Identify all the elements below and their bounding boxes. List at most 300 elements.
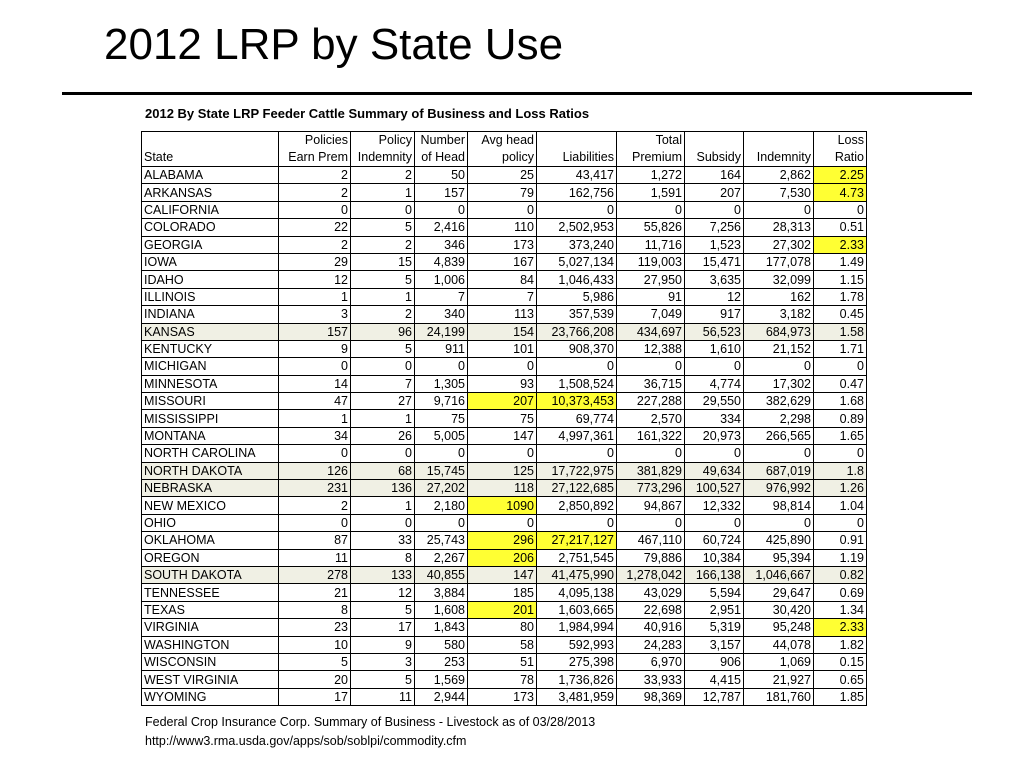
cell-indemnity: 98,814 xyxy=(744,497,814,514)
cell-avg-head: 201 xyxy=(468,601,537,618)
lrp-summary-table xyxy=(141,131,867,706)
cell-liabilities: 2,502,953 xyxy=(537,219,617,236)
cell-indemnity-policies: 1 xyxy=(351,184,415,201)
cell-state: OHIO xyxy=(142,514,279,531)
cell-policies: 5 xyxy=(279,653,351,670)
cell-premium: 1,272 xyxy=(617,167,685,184)
cell-indemnity: 32,099 xyxy=(744,271,814,288)
cell-subsidy: 0 xyxy=(685,514,744,531)
cell-loss-ratio: 1.8 xyxy=(814,462,867,479)
cell-indemnity-policies: 2 xyxy=(351,306,415,323)
cell-indemnity-policies: 0 xyxy=(351,514,415,531)
cell-head: 1,608 xyxy=(415,601,468,618)
cell-indemnity: 95,394 xyxy=(744,549,814,566)
table-row xyxy=(142,323,867,340)
cell-premium: 119,003 xyxy=(617,253,685,270)
cell-loss-ratio: 1.65 xyxy=(814,427,867,444)
cell-liabilities: 23,766,208 xyxy=(537,323,617,340)
cell-premium: 0 xyxy=(617,514,685,531)
table-row xyxy=(142,532,867,549)
cell-indemnity-policies: 136 xyxy=(351,480,415,497)
cell-premium: 434,697 xyxy=(617,323,685,340)
cell-head: 0 xyxy=(415,445,468,462)
cell-premium: 98,369 xyxy=(617,688,685,705)
cell-state: WEST VIRGINIA xyxy=(142,671,279,688)
cell-avg-head: 84 xyxy=(468,271,537,288)
cell-premium: 381,829 xyxy=(617,462,685,479)
cell-head: 0 xyxy=(415,358,468,375)
table-body xyxy=(142,167,867,706)
cell-indemnity: 2,298 xyxy=(744,410,814,427)
cell-state: TEXAS xyxy=(142,601,279,618)
cell-indemnity: 687,019 xyxy=(744,462,814,479)
cell-avg-head: 0 xyxy=(468,514,537,531)
cell-head: 0 xyxy=(415,201,468,218)
cell-premium: 55,826 xyxy=(617,219,685,236)
cell-subsidy: 4,415 xyxy=(685,671,744,688)
cell-state: SOUTH DAKOTA xyxy=(142,566,279,583)
cell-policies: 0 xyxy=(279,514,351,531)
cell-liabilities: 162,756 xyxy=(537,184,617,201)
header-state-top xyxy=(142,132,279,150)
cell-policies: 0 xyxy=(279,358,351,375)
cell-indemnity: 0 xyxy=(744,358,814,375)
cell-liabilities: 592,993 xyxy=(537,636,617,653)
cell-subsidy: 20,973 xyxy=(685,427,744,444)
cell-loss-ratio: 0 xyxy=(814,514,867,531)
cell-indemnity-policies: 15 xyxy=(351,253,415,270)
cell-indemnity: 30,420 xyxy=(744,601,814,618)
cell-policies: 14 xyxy=(279,375,351,392)
cell-liabilities: 17,722,975 xyxy=(537,462,617,479)
cell-avg-head: 78 xyxy=(468,671,537,688)
cell-premium: 161,322 xyxy=(617,427,685,444)
cell-subsidy: 3,157 xyxy=(685,636,744,653)
table-row xyxy=(142,462,867,479)
cell-head: 2,267 xyxy=(415,549,468,566)
cell-avg-head: 154 xyxy=(468,323,537,340)
header-subsidy: Subsidy xyxy=(685,149,744,167)
cell-indemnity-policies: 17 xyxy=(351,619,415,636)
cell-policies: 9 xyxy=(279,340,351,357)
header-policy-indemnity-top: Policy xyxy=(351,132,415,150)
cell-head: 7 xyxy=(415,288,468,305)
cell-subsidy: 917 xyxy=(685,306,744,323)
cell-premium: 91 xyxy=(617,288,685,305)
cell-subsidy: 0 xyxy=(685,445,744,462)
cell-loss-ratio: 1.58 xyxy=(814,323,867,340)
cell-indemnity: 976,992 xyxy=(744,480,814,497)
cell-state: MISSISSIPPI xyxy=(142,410,279,427)
cell-head: 75 xyxy=(415,410,468,427)
cell-avg-head: 101 xyxy=(468,340,537,357)
cell-subsidy: 164 xyxy=(685,167,744,184)
cell-liabilities: 4,997,361 xyxy=(537,427,617,444)
cell-premium: 12,388 xyxy=(617,340,685,357)
cell-policies: 34 xyxy=(279,427,351,444)
cell-policies: 22 xyxy=(279,219,351,236)
cell-head: 4,839 xyxy=(415,253,468,270)
cell-state: NEW MEXICO xyxy=(142,497,279,514)
cell-premium: 27,950 xyxy=(617,271,685,288)
cell-head: 346 xyxy=(415,236,468,253)
table-row xyxy=(142,671,867,688)
cell-loss-ratio: 2.33 xyxy=(814,619,867,636)
header-total-premium-top: Total xyxy=(617,132,685,150)
cell-indemnity: 28,313 xyxy=(744,219,814,236)
cell-state: IDAHO xyxy=(142,271,279,288)
cell-head: 2,944 xyxy=(415,688,468,705)
cell-premium: 0 xyxy=(617,201,685,218)
cell-avg-head: 173 xyxy=(468,236,537,253)
cell-indemnity: 0 xyxy=(744,201,814,218)
cell-premium: 40,916 xyxy=(617,619,685,636)
cell-loss-ratio: 0.45 xyxy=(814,306,867,323)
cell-state: WYOMING xyxy=(142,688,279,705)
cell-avg-head: 147 xyxy=(468,427,537,444)
header-policies: Earn Prem xyxy=(279,149,351,167)
cell-policies: 1 xyxy=(279,410,351,427)
table-row xyxy=(142,636,867,653)
cell-policies: 10 xyxy=(279,636,351,653)
cell-indemnity: 382,629 xyxy=(744,393,814,410)
footer xyxy=(145,713,595,751)
cell-head: 253 xyxy=(415,653,468,670)
cell-policies: 47 xyxy=(279,393,351,410)
header-loss-ratio: Ratio xyxy=(814,149,867,167)
cell-subsidy: 12,332 xyxy=(685,497,744,514)
cell-policies: 21 xyxy=(279,584,351,601)
cell-liabilities: 0 xyxy=(537,201,617,218)
cell-loss-ratio: 2.25 xyxy=(814,167,867,184)
cell-state: KANSAS xyxy=(142,323,279,340)
table-row xyxy=(142,514,867,531)
table-row xyxy=(142,253,867,270)
cell-avg-head: 125 xyxy=(468,462,537,479)
cell-indemnity-policies: 1 xyxy=(351,497,415,514)
cell-policies: 278 xyxy=(279,566,351,583)
cell-state: MICHIGAN xyxy=(142,358,279,375)
cell-loss-ratio: 1.34 xyxy=(814,601,867,618)
table-row xyxy=(142,184,867,201)
cell-indemnity-policies: 33 xyxy=(351,532,415,549)
cell-head: 2,416 xyxy=(415,219,468,236)
cell-policies: 2 xyxy=(279,236,351,253)
cell-loss-ratio: 0.89 xyxy=(814,410,867,427)
table-row xyxy=(142,393,867,410)
cell-premium: 79,886 xyxy=(617,549,685,566)
cell-avg-head: 147 xyxy=(468,566,537,583)
cell-indemnity-policies: 5 xyxy=(351,601,415,618)
cell-subsidy: 60,724 xyxy=(685,532,744,549)
table-row xyxy=(142,288,867,305)
cell-liabilities: 1,984,994 xyxy=(537,619,617,636)
cell-indemnity: 17,302 xyxy=(744,375,814,392)
cell-state: WASHINGTON xyxy=(142,636,279,653)
cell-liabilities: 357,539 xyxy=(537,306,617,323)
header-state: State xyxy=(142,149,279,167)
cell-avg-head: 93 xyxy=(468,375,537,392)
cell-loss-ratio: 4.73 xyxy=(814,184,867,201)
cell-subsidy: 7,256 xyxy=(685,219,744,236)
cell-head: 3,884 xyxy=(415,584,468,601)
cell-state: TENNESSEE xyxy=(142,584,279,601)
cell-avg-head: 207 xyxy=(468,393,537,410)
table-row xyxy=(142,653,867,670)
cell-avg-head: 0 xyxy=(468,445,537,462)
cell-indemnity-policies: 0 xyxy=(351,201,415,218)
cell-indemnity: 266,565 xyxy=(744,427,814,444)
cell-head: 25,743 xyxy=(415,532,468,549)
cell-indemnity-policies: 8 xyxy=(351,549,415,566)
table-row xyxy=(142,480,867,497)
cell-loss-ratio: 0.69 xyxy=(814,584,867,601)
cell-state: ALABAMA xyxy=(142,167,279,184)
cell-head: 27,202 xyxy=(415,480,468,497)
cell-indemnity-policies: 0 xyxy=(351,358,415,375)
cell-head: 1,305 xyxy=(415,375,468,392)
cell-subsidy: 166,138 xyxy=(685,566,744,583)
cell-loss-ratio: 2.33 xyxy=(814,236,867,253)
cell-loss-ratio: 0 xyxy=(814,358,867,375)
cell-state: GEORGIA xyxy=(142,236,279,253)
table-row xyxy=(142,427,867,444)
header-indemnity: Indemnity xyxy=(744,149,814,167)
cell-avg-head: 7 xyxy=(468,288,537,305)
cell-indemnity: 95,248 xyxy=(744,619,814,636)
cell-policies: 231 xyxy=(279,480,351,497)
cell-liabilities: 3,481,959 xyxy=(537,688,617,705)
cell-avg-head: 118 xyxy=(468,480,537,497)
cell-indemnity-policies: 12 xyxy=(351,584,415,601)
cell-loss-ratio: 0.51 xyxy=(814,219,867,236)
cell-subsidy: 49,634 xyxy=(685,462,744,479)
cell-subsidy: 207 xyxy=(685,184,744,201)
cell-indemnity: 1,069 xyxy=(744,653,814,670)
cell-indemnity-policies: 26 xyxy=(351,427,415,444)
cell-premium: 227,288 xyxy=(617,393,685,410)
cell-premium: 36,715 xyxy=(617,375,685,392)
cell-state: VIRGINIA xyxy=(142,619,279,636)
header-loss-ratio-top: Loss xyxy=(814,132,867,150)
cell-premium: 7,049 xyxy=(617,306,685,323)
table-row xyxy=(142,201,867,218)
cell-avg-head: 0 xyxy=(468,201,537,218)
cell-indemnity-policies: 96 xyxy=(351,323,415,340)
cell-head: 40,855 xyxy=(415,566,468,583)
cell-indemnity: 2,862 xyxy=(744,167,814,184)
table-row xyxy=(142,167,867,184)
cell-subsidy: 0 xyxy=(685,358,744,375)
cell-premium: 1,591 xyxy=(617,184,685,201)
cell-loss-ratio: 1.85 xyxy=(814,688,867,705)
cell-indemnity-policies: 7 xyxy=(351,375,415,392)
cell-policies: 8 xyxy=(279,601,351,618)
table-row xyxy=(142,497,867,514)
cell-indemnity-policies: 1 xyxy=(351,410,415,427)
table-row xyxy=(142,688,867,705)
cell-state: ILLINOIS xyxy=(142,288,279,305)
cell-indemnity: 27,302 xyxy=(744,236,814,253)
cell-loss-ratio: 1.82 xyxy=(814,636,867,653)
cell-subsidy: 100,527 xyxy=(685,480,744,497)
cell-subsidy: 29,550 xyxy=(685,393,744,410)
cell-loss-ratio: 0.15 xyxy=(814,653,867,670)
cell-subsidy: 906 xyxy=(685,653,744,670)
header-avg-head-top: Avg head xyxy=(468,132,537,150)
cell-loss-ratio: 1.71 xyxy=(814,340,867,357)
cell-subsidy: 334 xyxy=(685,410,744,427)
cell-indemnity-policies: 133 xyxy=(351,566,415,583)
cell-head: 157 xyxy=(415,184,468,201)
cell-policies: 23 xyxy=(279,619,351,636)
cell-subsidy: 0 xyxy=(685,201,744,218)
cell-head: 5,005 xyxy=(415,427,468,444)
cell-indemnity: 7,530 xyxy=(744,184,814,201)
cell-policies: 11 xyxy=(279,549,351,566)
header-row-bottom xyxy=(142,149,867,167)
cell-subsidy: 15,471 xyxy=(685,253,744,270)
cell-liabilities: 5,986 xyxy=(537,288,617,305)
table-row xyxy=(142,219,867,236)
cell-premium: 6,970 xyxy=(617,653,685,670)
cell-state: NEBRASKA xyxy=(142,480,279,497)
cell-policies: 0 xyxy=(279,445,351,462)
cell-premium: 467,110 xyxy=(617,532,685,549)
title-divider xyxy=(62,92,972,95)
cell-avg-head: 110 xyxy=(468,219,537,236)
table-row xyxy=(142,306,867,323)
cell-state: OKLAHOMA xyxy=(142,532,279,549)
cell-state: IOWA xyxy=(142,253,279,270)
cell-avg-head: 80 xyxy=(468,619,537,636)
cell-premium: 0 xyxy=(617,445,685,462)
cell-indemnity-policies: 3 xyxy=(351,653,415,670)
cell-avg-head: 206 xyxy=(468,549,537,566)
cell-liabilities: 4,095,138 xyxy=(537,584,617,601)
cell-head: 340 xyxy=(415,306,468,323)
table-row xyxy=(142,358,867,375)
cell-avg-head: 185 xyxy=(468,584,537,601)
cell-premium: 33,933 xyxy=(617,671,685,688)
cell-premium: 24,283 xyxy=(617,636,685,653)
cell-avg-head: 1090 xyxy=(468,497,537,514)
cell-head: 1,843 xyxy=(415,619,468,636)
cell-policies: 126 xyxy=(279,462,351,479)
header-total-premium: Premium xyxy=(617,149,685,167)
cell-loss-ratio: 1.49 xyxy=(814,253,867,270)
cell-avg-head: 113 xyxy=(468,306,537,323)
cell-premium: 94,867 xyxy=(617,497,685,514)
cell-indemnity-policies: 5 xyxy=(351,340,415,357)
cell-subsidy: 1,610 xyxy=(685,340,744,357)
cell-state: OREGON xyxy=(142,549,279,566)
cell-liabilities: 5,027,134 xyxy=(537,253,617,270)
cell-state: KENTUCKY xyxy=(142,340,279,357)
header-liabilities-top xyxy=(537,132,617,150)
cell-state: NORTH DAKOTA xyxy=(142,462,279,479)
header-policy-indemnity: Indemnity xyxy=(351,149,415,167)
cell-policies: 157 xyxy=(279,323,351,340)
cell-state: MONTANA xyxy=(142,427,279,444)
cell-indemnity: 29,647 xyxy=(744,584,814,601)
cell-head: 2,180 xyxy=(415,497,468,514)
cell-subsidy: 10,384 xyxy=(685,549,744,566)
cell-avg-head: 25 xyxy=(468,167,537,184)
cell-avg-head: 79 xyxy=(468,184,537,201)
cell-subsidy: 12,787 xyxy=(685,688,744,705)
cell-head: 50 xyxy=(415,167,468,184)
cell-subsidy: 5,594 xyxy=(685,584,744,601)
cell-state: COLORADO xyxy=(142,219,279,236)
cell-state: NORTH CAROLINA xyxy=(142,445,279,462)
cell-avg-head: 167 xyxy=(468,253,537,270)
cell-loss-ratio: 1.26 xyxy=(814,480,867,497)
cell-premium: 1,278,042 xyxy=(617,566,685,583)
cell-subsidy: 4,774 xyxy=(685,375,744,392)
table-row xyxy=(142,584,867,601)
cell-liabilities: 10,373,453 xyxy=(537,393,617,410)
cell-policies: 0 xyxy=(279,201,351,218)
cell-loss-ratio: 1.19 xyxy=(814,549,867,566)
cell-premium: 11,716 xyxy=(617,236,685,253)
cell-policies: 20 xyxy=(279,671,351,688)
cell-indemnity: 21,152 xyxy=(744,340,814,357)
cell-liabilities: 1,603,665 xyxy=(537,601,617,618)
table-row xyxy=(142,445,867,462)
table-row xyxy=(142,271,867,288)
cell-liabilities: 69,774 xyxy=(537,410,617,427)
table-row xyxy=(142,619,867,636)
cell-indemnity: 0 xyxy=(744,445,814,462)
cell-policies: 1 xyxy=(279,288,351,305)
cell-premium: 43,029 xyxy=(617,584,685,601)
header-avg-head: policy xyxy=(468,149,537,167)
cell-avg-head: 51 xyxy=(468,653,537,670)
cell-subsidy: 12 xyxy=(685,288,744,305)
cell-indemnity: 162 xyxy=(744,288,814,305)
table-title: 2012 By State LRP Feeder Cattle Summary of Business and Loss Ratios xyxy=(145,106,590,121)
cell-premium: 2,570 xyxy=(617,410,685,427)
table-row xyxy=(142,549,867,566)
cell-indemnity: 181,760 xyxy=(744,688,814,705)
cell-premium: 773,296 xyxy=(617,480,685,497)
cell-loss-ratio: 0.82 xyxy=(814,566,867,583)
table-row xyxy=(142,236,867,253)
cell-state: CALIFORNIA xyxy=(142,201,279,218)
cell-liabilities: 0 xyxy=(537,514,617,531)
source-note: Federal Crop Insurance Corp. Summary of Business - Livestock as of 03/28/2013 xyxy=(145,715,596,729)
cell-indemnity: 21,927 xyxy=(744,671,814,688)
table-row xyxy=(142,601,867,618)
cell-policies: 12 xyxy=(279,271,351,288)
cell-indemnity-policies: 5 xyxy=(351,219,415,236)
cell-liabilities: 2,751,545 xyxy=(537,549,617,566)
cell-indemnity: 1,046,667 xyxy=(744,566,814,583)
cell-loss-ratio: 1.15 xyxy=(814,271,867,288)
cell-premium: 0 xyxy=(617,358,685,375)
cell-loss-ratio: 1.04 xyxy=(814,497,867,514)
cell-state: WISCONSIN xyxy=(142,653,279,670)
cell-liabilities: 373,240 xyxy=(537,236,617,253)
cell-indemnity-policies: 68 xyxy=(351,462,415,479)
header-policies-top: Policies xyxy=(279,132,351,150)
cell-policies: 2 xyxy=(279,184,351,201)
cell-liabilities: 43,417 xyxy=(537,167,617,184)
table-row xyxy=(142,340,867,357)
cell-indemnity-policies: 27 xyxy=(351,393,415,410)
cell-loss-ratio: 0.47 xyxy=(814,375,867,392)
